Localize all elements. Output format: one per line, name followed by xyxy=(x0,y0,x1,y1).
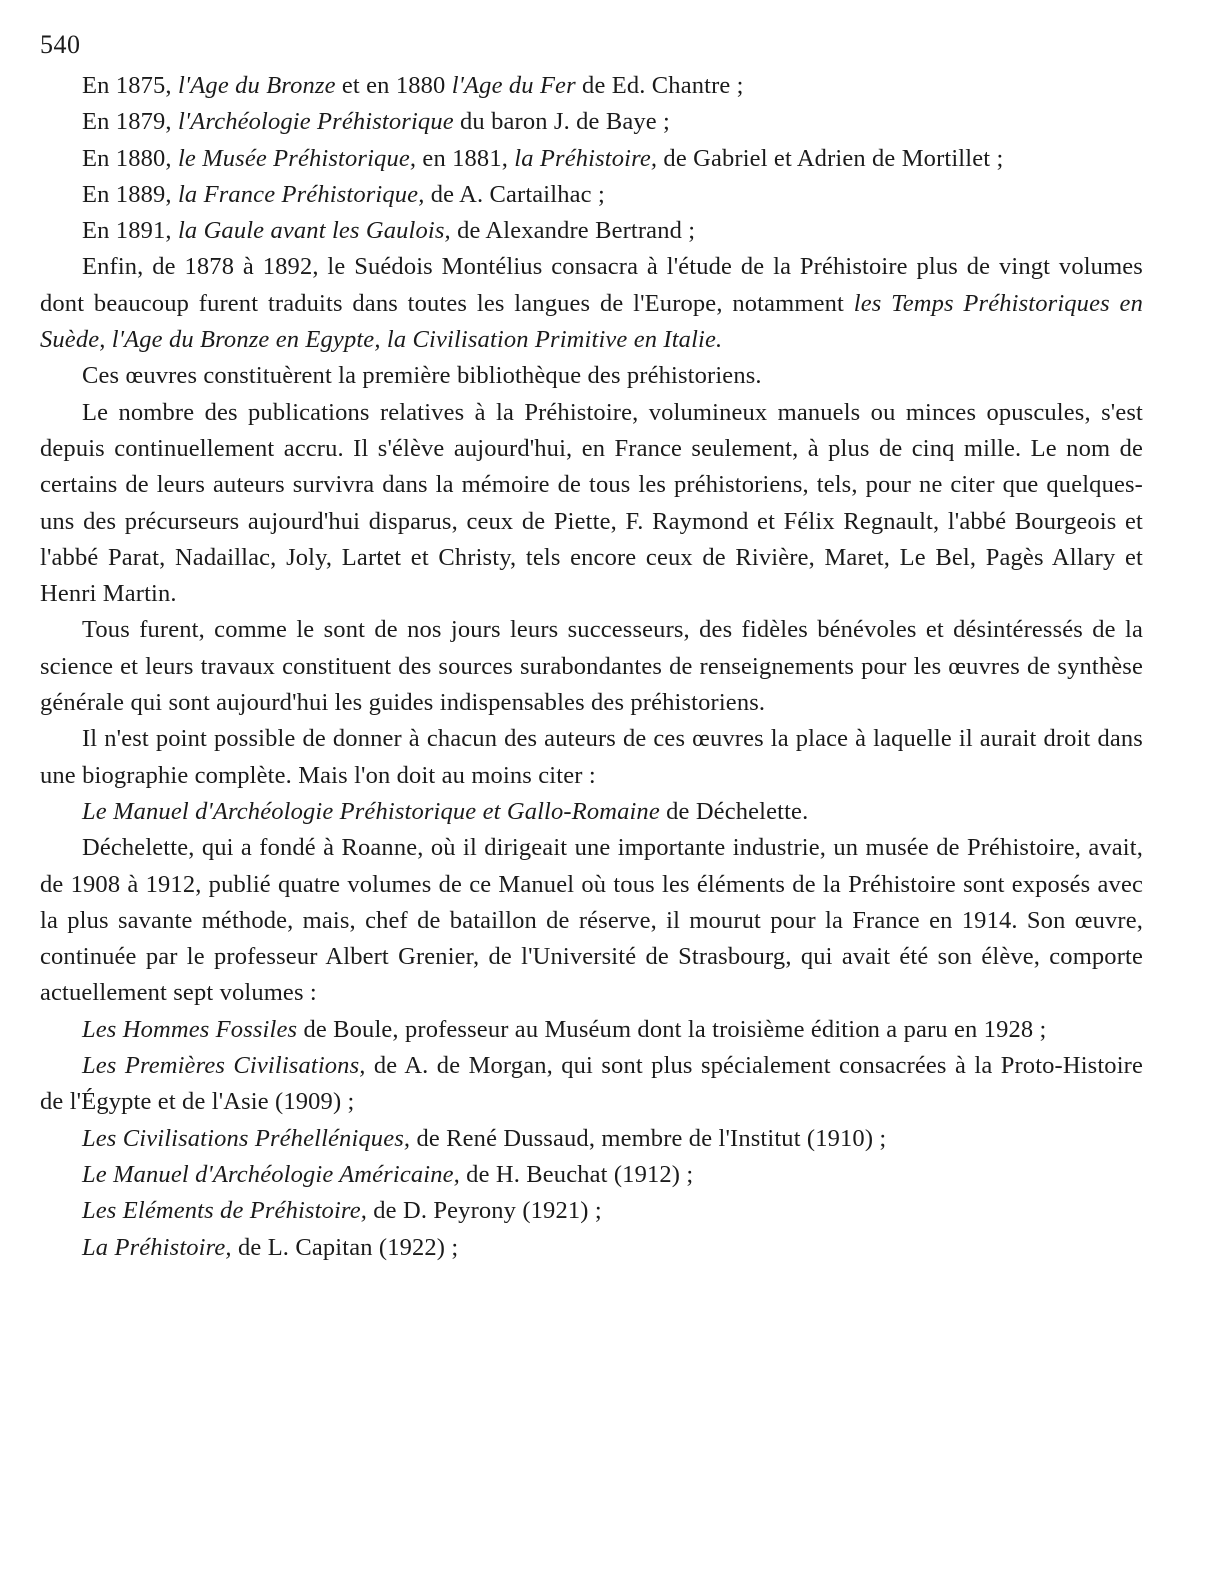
text-run: En 1891, xyxy=(82,217,178,245)
text-run: Ces œuvres constituèrent la première bibliothèque des préhistoriens. xyxy=(82,362,762,390)
paragraph xyxy=(40,104,1143,140)
paragraph xyxy=(40,395,1143,613)
text-run: en 1881, xyxy=(416,144,515,172)
paragraph xyxy=(40,358,1143,394)
paragraph xyxy=(40,612,1143,721)
italic-title: Les Eléments de Préhistoire, xyxy=(82,1197,367,1225)
paragraph xyxy=(40,177,1143,213)
italic-title: Le Manuel d'Archéologie Préhistorique et Gallo-Romaine xyxy=(82,797,660,825)
text-run: de Alexandre Bertrand ; xyxy=(450,217,696,245)
text-run: de Déchelette. xyxy=(659,797,809,825)
text-run: En 1880, xyxy=(82,144,178,172)
paragraph xyxy=(40,1193,1143,1229)
text-run: du baron J. de Baye ; xyxy=(453,108,671,136)
italic-title: l'Age du Bronze xyxy=(177,72,336,99)
text-run: Il n'est point possible de donner à chacun des auteurs de ces œuvres la place à laquelle il aurait droit dans une biographie complète. Mais l'on doit au moins citer : xyxy=(40,725,1143,789)
text-run: En 1889, xyxy=(82,180,178,208)
italic-title: les Temps Préhistoriques en Suède, l'Age du Bronze en Egypte, la Civilisation Primitive en Italie. xyxy=(40,289,1143,354)
text-run: de A. Cartailhac ; xyxy=(424,180,605,208)
paragraph xyxy=(40,721,1143,794)
document-page xyxy=(40,22,1143,1266)
text-run: Déchelette, qui a fondé à Roanne, où il dirigeait une importante industrie, un musée de Préhistoire, avait, de 1908 à 1912, publié quatre volumes de ce Manuel où tous les éléments de la Préhistoire sont exposés avec la plus savante méthode, mais, chef de bataillon de réserve, il mourut pour la France en 1914. Son œuvre, continuée par le professeur Albert Grenier, de l'Université de Strasbourg, qui avait été son élève, comporte actuellement sept volumes : xyxy=(40,834,1143,1007)
text-run: Tous furent, comme le sont de nos jours leurs successeurs, des fidèles bénévoles et désintéressés de la science et leurs travaux constituent des sources surabondantes de renseignements pour les œuvres de synthèse générale qui sont aujourd'hui les guides indispensables des préhistoriens. xyxy=(40,616,1143,717)
text-run: de René Dussaud, membre de l'Institut (1910) ; xyxy=(410,1124,887,1152)
text-run: Enfin, de 1878 à 1892, le Suédois Montélius consacra à l'étude de la Préhistoire plus de vingt volumes dont beaucoup furent traduits dans toutes les langues de l'Europe, notamment xyxy=(40,253,1143,317)
paragraph xyxy=(40,794,1143,830)
paragraph xyxy=(40,141,1143,177)
italic-title: Les Civilisations Préhelléniques, xyxy=(82,1124,411,1152)
paragraph xyxy=(40,1157,1143,1193)
text-run: En 1875, xyxy=(82,72,178,99)
italic-title: Les Hommes Fossiles xyxy=(82,1015,298,1043)
italic-title: le Musée Préhistorique, xyxy=(177,144,417,172)
paragraph xyxy=(40,830,1143,1011)
paragraph xyxy=(40,1012,1143,1048)
paragraph xyxy=(40,1048,1143,1121)
text-run: de H. Beuchat (1912) ; xyxy=(459,1160,694,1188)
text-run: de Boule, professeur au Muséum dont la troisième édition a paru en 1928 ; xyxy=(297,1015,1047,1043)
body-text xyxy=(40,68,1143,1266)
paragraph xyxy=(40,213,1143,249)
paragraph xyxy=(40,1121,1143,1157)
italic-title: l'Archéologie Préhistorique xyxy=(177,108,454,136)
italic-title: Le Manuel d'Archéologie Américaine, xyxy=(82,1160,460,1188)
text-run: et en 1880 xyxy=(335,72,452,99)
text-run: de Gabriel et Adrien de Mortillet ; xyxy=(657,144,1004,172)
paragraph xyxy=(40,249,1143,358)
paragraph xyxy=(40,1230,1143,1266)
page-number: 540 xyxy=(40,30,81,59)
italic-title: la Préhistoire, xyxy=(514,144,658,172)
italic-title: La Préhistoire, xyxy=(82,1233,232,1261)
paragraph xyxy=(40,68,1143,104)
text-run: En 1879, xyxy=(82,108,178,136)
text-run: Le nombre des publications relatives à la Préhistoire, volumineux manuels ou minces opuscules, s'est depuis continuellement accru. Il s'élève aujourd'hui, en France seulement, à plus de cinq mille. Le nom de certains de leurs auteurs survivra dans la mémoire de tous les préhistoriens, tels, pour ne citer que quelques-uns des précurseurs aujourd'hui disparus, ceux de Piette, F. Raymond et Félix Regnault, l'abbé Bourgeois et l'abbé Parat, Nadaillac, Joly, Lartet et Christy, tels encore ceux de Rivière, Maret, Le Bel, Pagès Allary et Henri Martin. xyxy=(40,398,1143,608)
italic-title: Les Premières Civilisations, xyxy=(82,1052,366,1080)
italic-title: la Gaule avant les Gaulois, xyxy=(177,217,451,245)
text-run: de D. Peyrony (1921) ; xyxy=(367,1197,602,1225)
text-run: de L. Capitan (1922) ; xyxy=(231,1233,459,1261)
italic-title: l'Age du Fer xyxy=(451,72,576,99)
text-run: de Ed. Chantre ; xyxy=(575,72,744,99)
italic-title: la France Préhistorique, xyxy=(177,180,425,208)
text-run: de A. de Morgan, qui sont plus spécialement consacrées à la Proto-Histoire de l'Égypte et de l'Asie (1909) ; xyxy=(40,1052,1143,1116)
